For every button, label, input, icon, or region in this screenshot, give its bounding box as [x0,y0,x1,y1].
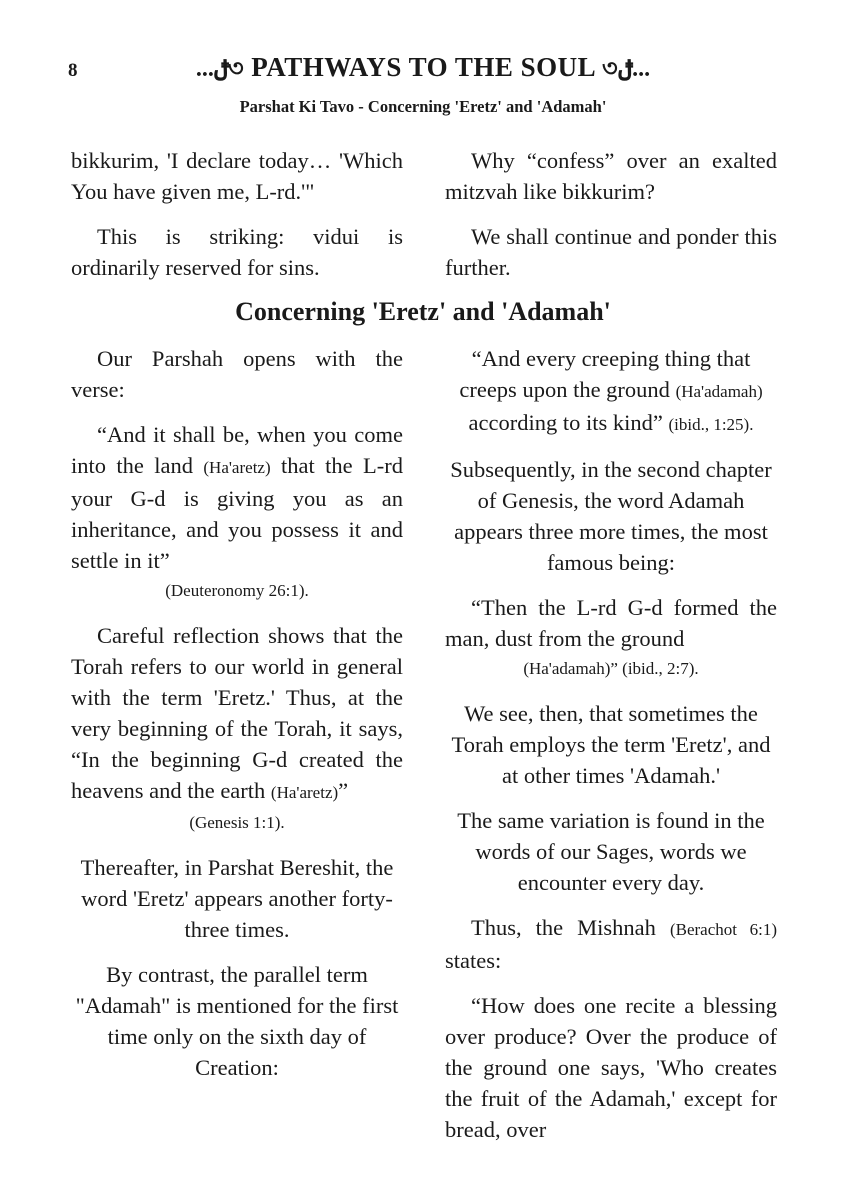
hebrew-term: (Ha'aretz) [203,458,271,477]
citation: (Deuteronomy 26:1). [165,581,309,600]
paragraph [445,912,777,976]
top-right-column [445,145,777,283]
quote-paragraph: “Then the L-rd G-d formed the man, dust from the ground [445,595,777,651]
paragraph-text: states: [445,948,502,973]
paragraph: Our Parshah opens with the verse: [71,346,403,402]
citation: (ibid., 1:25). [668,415,754,434]
top-left-column [71,145,403,283]
paragraph: Subsequently, in the second chapter of Genesis, the word Adamah appears three more times, the most famous being: [450,457,772,575]
hebrew-term: (Ha'adamah) [675,382,763,401]
quote-paragraph [445,343,777,440]
section-heading: Concerning 'Eretz' and 'Adamah' [235,297,611,326]
paragraph: This is striking: vidui is ordinarily reserved for sins. [71,224,403,280]
paragraph: We see, then, that sometimes the Torah employs the term 'Eretz', and at other times 'Adamah.' [451,701,771,788]
paragraph: We shall continue and ponder this further. [445,224,777,280]
paragraph [71,620,403,808]
paragraph: By contrast, the parallel term "Adamah" is mentioned for the first time only on the sixth day of Creation: [75,962,399,1080]
paragraph: The same variation is found in the words of our Sages, words we encounter every day. [457,808,765,895]
quote-text: “And every creeping thing that creeps upon the ground [459,346,751,402]
paragraph: Thereafter, in Parshat Bereshit, the word 'Eretz' appears another forty-three times. [80,855,394,942]
citation: (Ha'adamah)” (ibid., 2:7). [523,659,699,678]
citation: (Berachot 6:1) [669,920,777,939]
quote-text: that the L-rd your G-d is giving you as an inheritance, and you possess it and settle in it” [71,453,403,573]
chapter-subtitle: Parshat Ki Tavo - Concerning 'Eretz' and 'Adamah' [239,97,607,116]
paragraph-text: Thus, the Mishnah [471,915,670,940]
hebrew-term: (Ha'aretz) [270,783,339,802]
page-number: 8 [68,60,78,81]
left-column [71,343,403,1083]
running-header [0,50,846,90]
citation: (Genesis 1:1). [189,813,285,832]
left-ornament: ...ࢦ৩ [195,56,245,82]
quote-text: according to its kind” [468,410,669,435]
paragraph: Why “confess” over an exalted mitzvah like bikkurim? [445,148,777,204]
quote-text: “And it shall be, when you come into the land [71,422,403,478]
right-column [445,343,777,1145]
paragraph: bikkurim, 'I declare today… 'Which You have given me, L-rd.'" [71,148,403,204]
quote-paragraph [71,419,403,576]
paragraph-text: Careful reflection shows that the Torah refers to our world in general with the term 'Eretz.' Thus, at the very beginning of the Torah, it says, “In the beginning G-d created the heavens and the earth [71,623,403,803]
paragraph-text: ” [338,778,349,803]
book-title: PATHWAYS TO THE SOUL [251,52,595,82]
quote-paragraph: “How does one recite a blessing over produce? Over the produce of the ground one says, 'Who creates the fruit of the Adamah,' except for bread, over [445,993,777,1142]
right-ornament: ৩ࢦ... [601,56,651,82]
